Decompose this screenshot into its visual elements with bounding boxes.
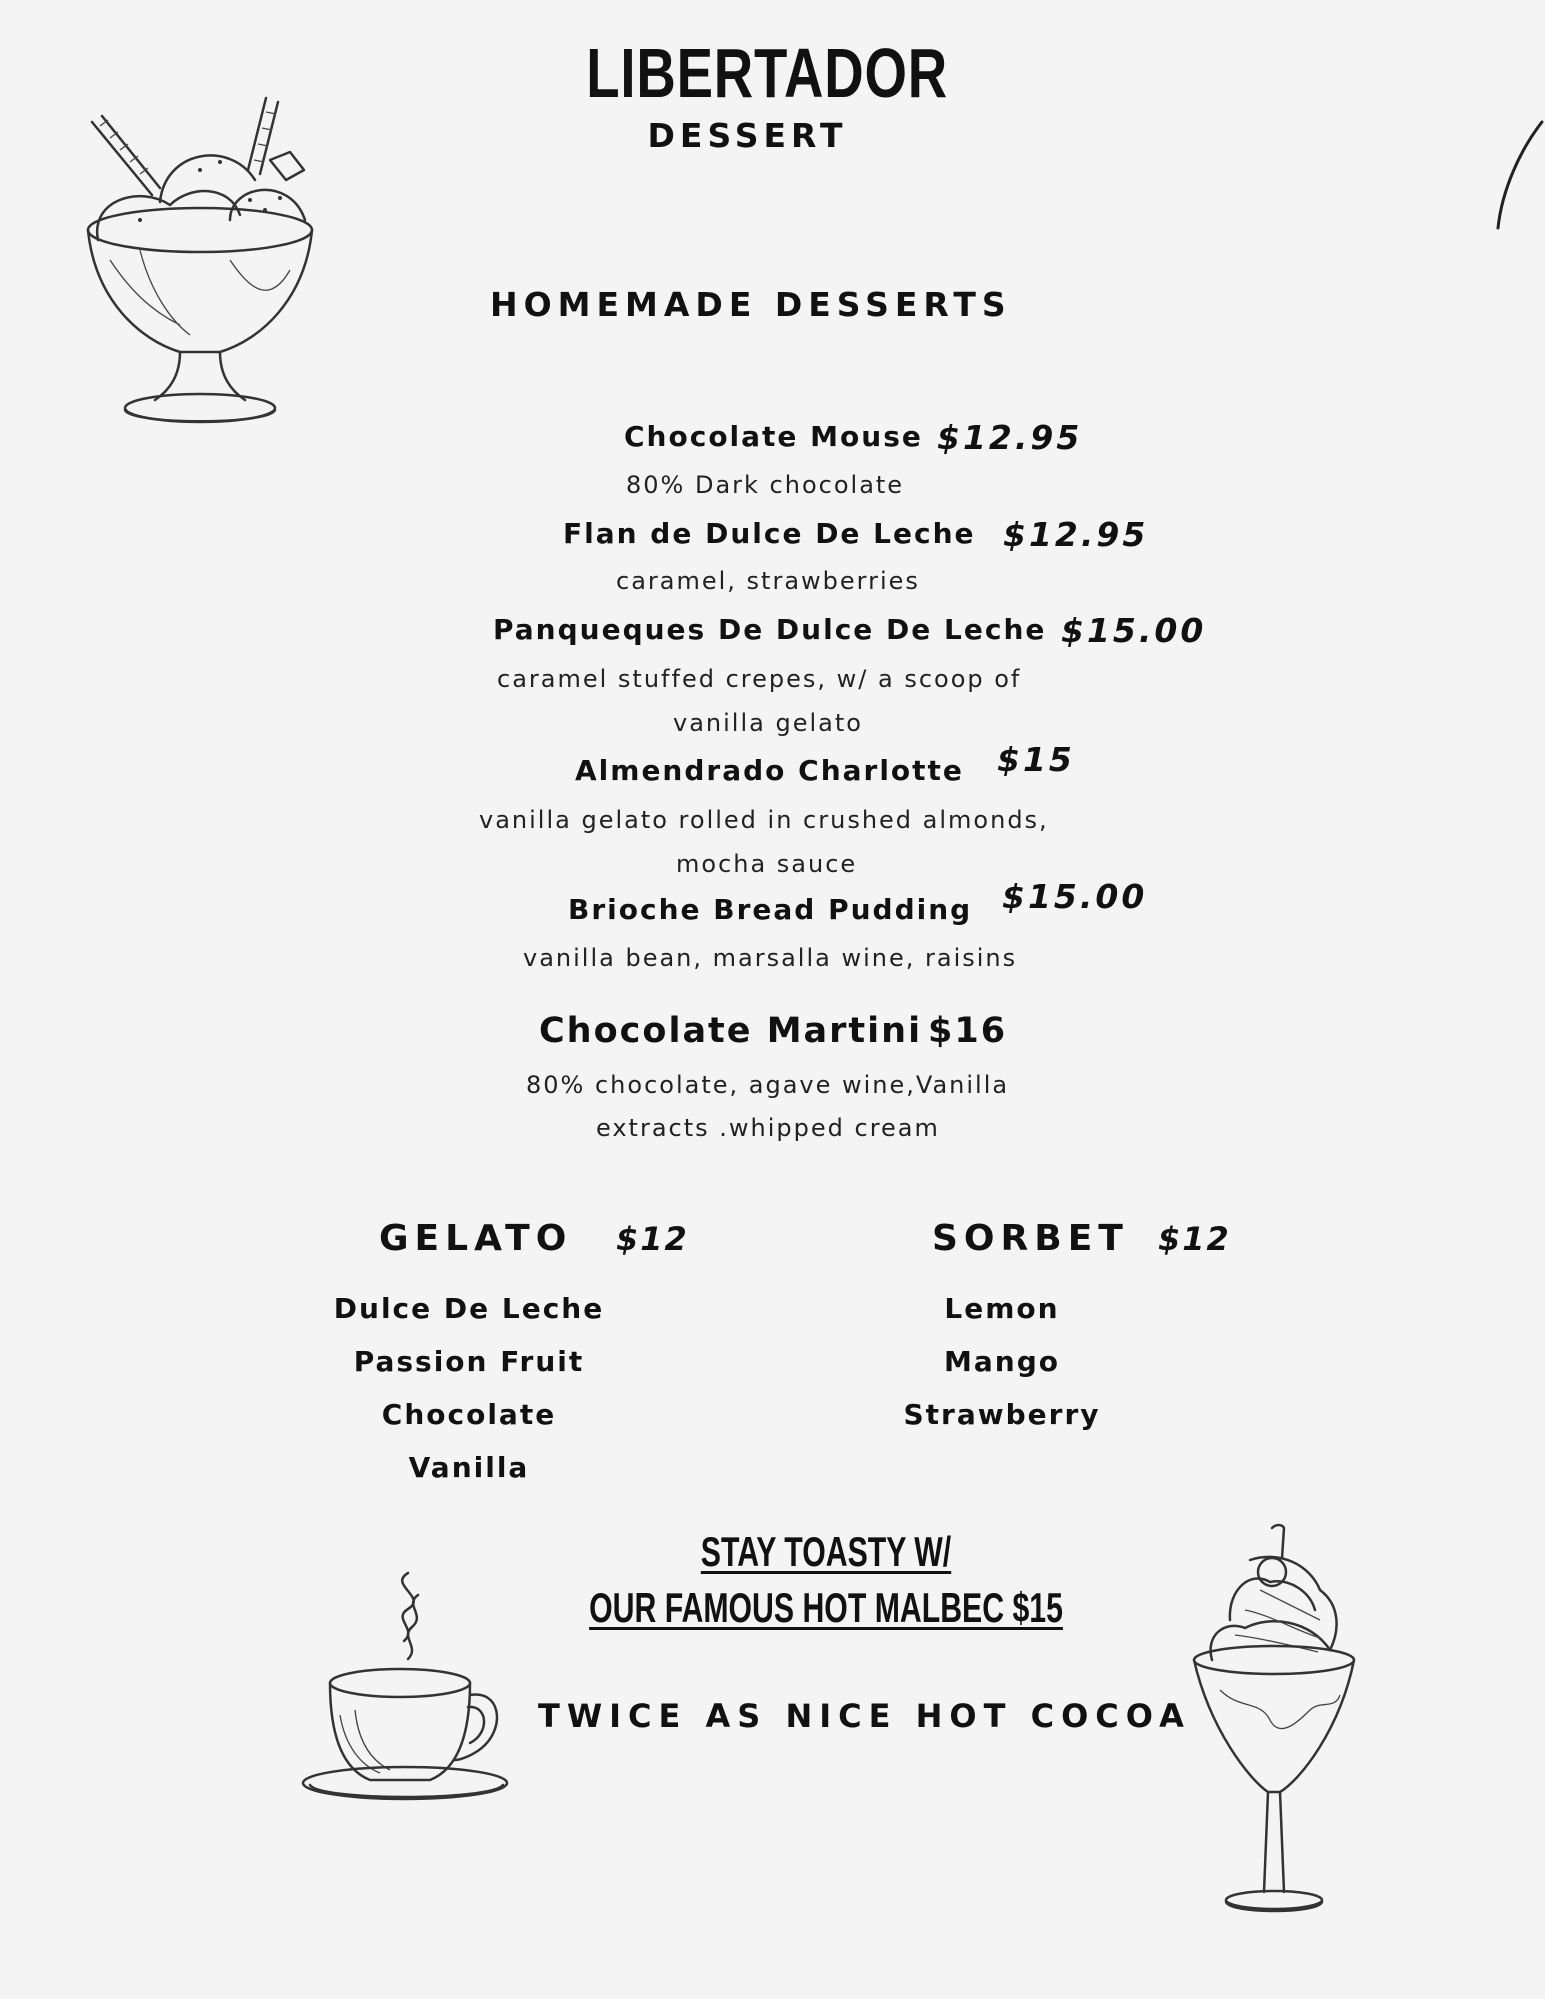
brand-subtitle: DESSERT bbox=[647, 116, 848, 155]
promo-cocoa: TWICE AS NICE HOT COCOA bbox=[538, 1697, 1191, 1735]
section-title-gelato: GELATO bbox=[379, 1218, 573, 1259]
flavor-item: Chocolate bbox=[381, 1398, 557, 1431]
item-price: $12.95 bbox=[937, 418, 1083, 457]
item-price: $12.95 bbox=[1003, 515, 1149, 554]
coffee-cup-icon bbox=[300, 1565, 515, 1805]
section-title-homemade: HOMEMADE DESSERTS bbox=[490, 285, 1012, 324]
item-price: $15 bbox=[997, 740, 1075, 779]
item-name: Chocolate Mouse bbox=[624, 420, 923, 453]
item-description: 80% Dark chocolate bbox=[626, 471, 905, 499]
section-title-sorbet: SORBET bbox=[932, 1218, 1129, 1259]
item-description: caramel, strawberries bbox=[616, 567, 920, 595]
item-description: mocha sauce bbox=[676, 850, 858, 878]
brand-name: LIBERTADOR bbox=[586, 34, 948, 112]
promo-line-2: OUR FAMOUS HOT MALBEC $15 bbox=[589, 1584, 1063, 1631]
item-name: Brioche Bread Pudding bbox=[568, 893, 973, 926]
item-price: $15.00 bbox=[1002, 877, 1148, 916]
sundae-glass-icon bbox=[1190, 1520, 1390, 1925]
item-name: Chocolate Martini bbox=[539, 1011, 923, 1051]
item-description: vanilla gelato rolled in crushed almonds, bbox=[479, 806, 1049, 834]
flavor-item: Dulce De Leche bbox=[333, 1292, 605, 1325]
flavor-item: Passion Fruit bbox=[353, 1345, 585, 1378]
flavor-item: Mango bbox=[944, 1345, 1060, 1378]
gelato-price: $12 bbox=[616, 1220, 689, 1258]
flavor-item: Strawberry bbox=[903, 1398, 1101, 1431]
flavor-item: Vanilla bbox=[408, 1451, 530, 1484]
item-name: Almendrado Charlotte bbox=[575, 754, 964, 787]
item-description: caramel stuffed crepes, w/ a scoop of bbox=[497, 665, 1022, 693]
item-price: $16 bbox=[928, 1011, 1008, 1051]
sorbet-price: $12 bbox=[1158, 1220, 1231, 1258]
item-name: Flan de Dulce De Leche bbox=[563, 517, 976, 550]
item-description: extracts .whipped cream bbox=[596, 1114, 940, 1142]
item-description: 80% chocolate, agave wine,Vanilla bbox=[526, 1071, 1010, 1099]
promo-line-1: STAY TOASTY W/ bbox=[700, 1528, 952, 1575]
item-description: vanilla bean, marsalla wine, raisins bbox=[523, 944, 1018, 972]
decorative-stroke bbox=[1490, 120, 1545, 230]
item-price: $15.00 bbox=[1061, 611, 1207, 650]
item-description: vanilla gelato bbox=[673, 709, 863, 737]
item-name: Panqueques De Dulce De Leche bbox=[493, 613, 1047, 646]
flavor-item: Lemon bbox=[944, 1292, 1060, 1325]
